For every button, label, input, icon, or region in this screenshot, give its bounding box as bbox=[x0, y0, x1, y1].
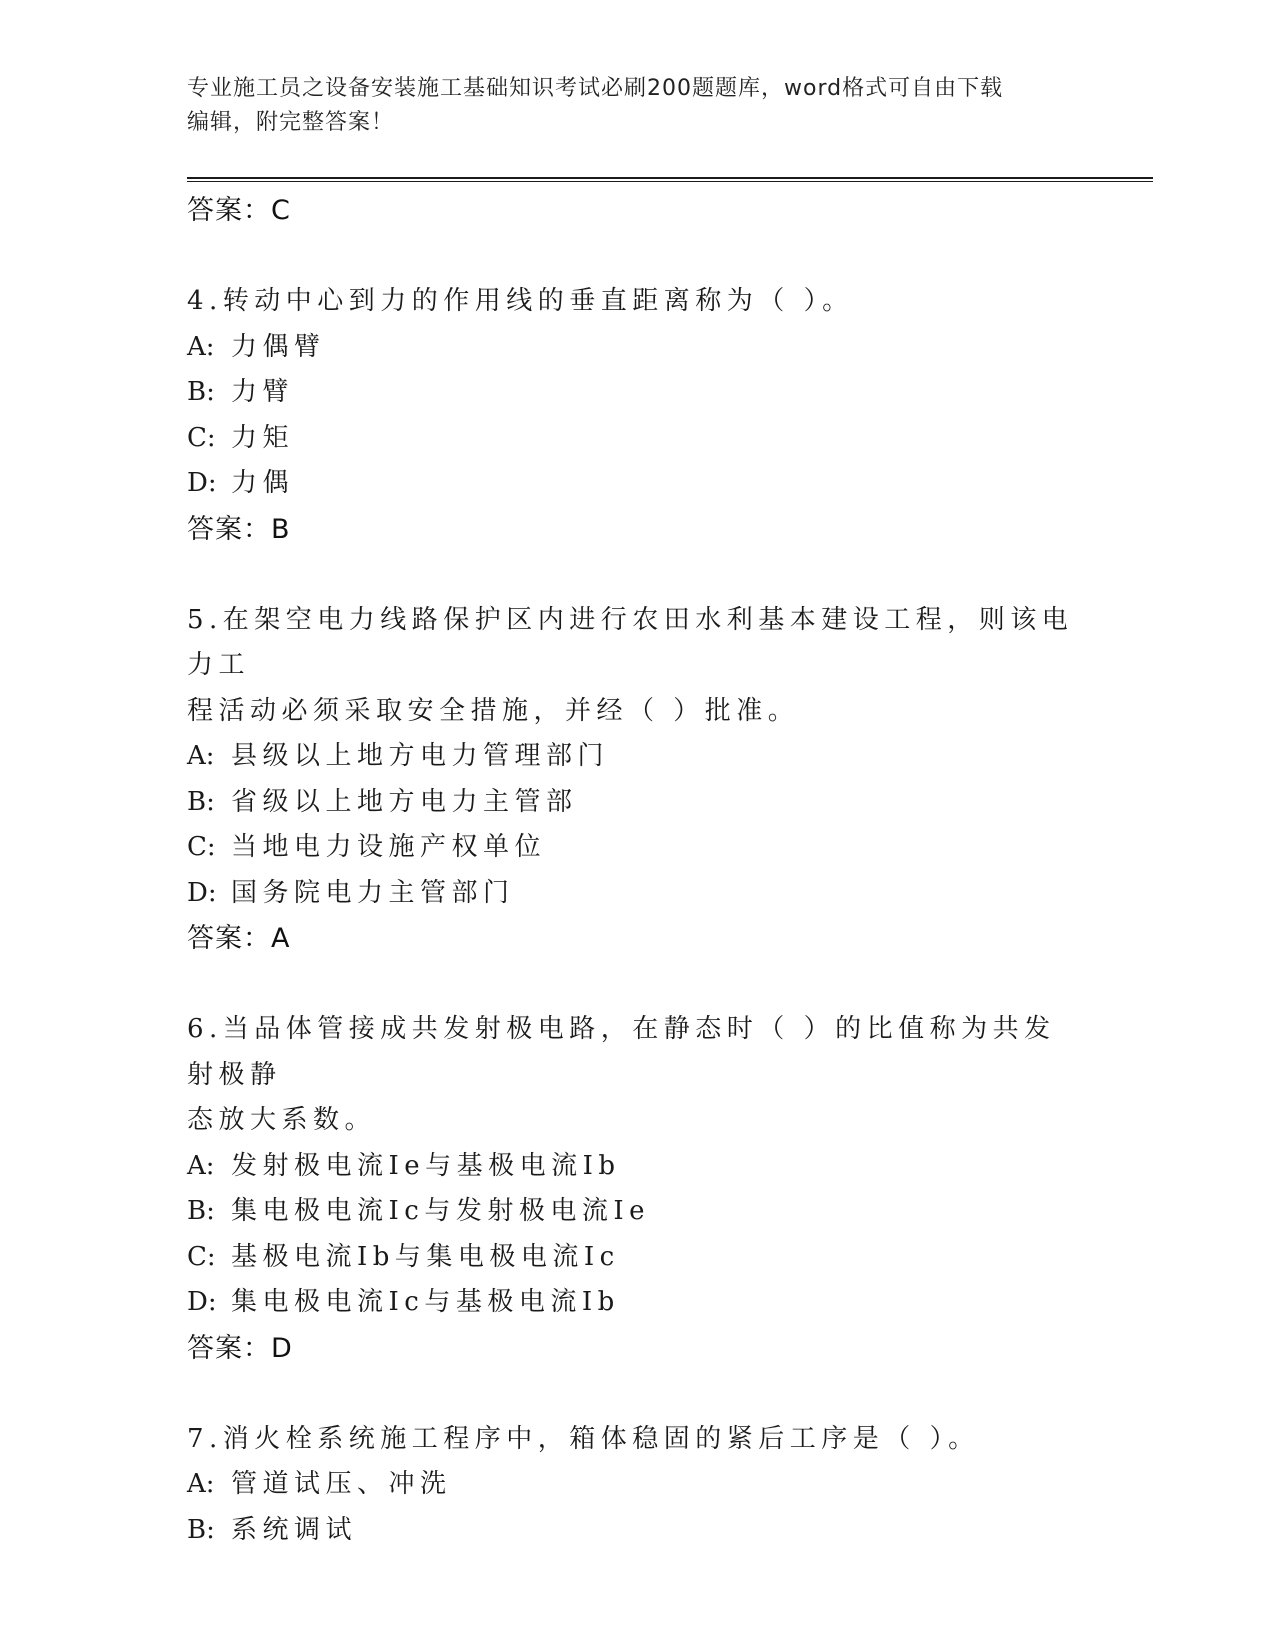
answer-value: B bbox=[271, 513, 291, 545]
answer-label: 答案： bbox=[187, 513, 271, 545]
option-key: D: bbox=[187, 468, 217, 498]
question-item bbox=[187, 1007, 1087, 1372]
answer-label: 答案： bbox=[187, 195, 271, 226]
answer-line bbox=[187, 916, 1087, 962]
option-key: C: bbox=[187, 422, 216, 453]
option-key: B: bbox=[187, 1514, 215, 1545]
option-item bbox=[187, 780, 1087, 826]
question-spacer bbox=[187, 234, 1087, 279]
option-text: 力矩 bbox=[231, 422, 295, 453]
question-stem-line: 7.消火栓系统施工程序中，箱体稳固的紧后工序是（ ）。 bbox=[187, 1423, 980, 1454]
header-line-1: 专业施工员之设备安装施工基础知识考试必刷200题题库，word格式可自由下载 bbox=[187, 76, 1004, 101]
question-stem-line: 态放大系数。 bbox=[187, 1105, 377, 1135]
option-item bbox=[187, 325, 1087, 371]
option-text: 系统调试 bbox=[231, 1514, 358, 1545]
option-text: 省级以上地方电力主管部 bbox=[231, 786, 578, 817]
option-key: C: bbox=[187, 1241, 216, 1272]
option-key: B: bbox=[187, 377, 215, 407]
option-item bbox=[187, 871, 1087, 917]
question-stem-line: 4.转动中心到力的作用线的垂直距离称为（ ）。 bbox=[187, 286, 854, 316]
answer-value: A bbox=[271, 923, 291, 954]
option-key: A: bbox=[187, 741, 215, 771]
option-item bbox=[187, 416, 1087, 462]
option-key: A: bbox=[187, 1469, 215, 1499]
option-text: 集电极电流Ic与基极电流Ib bbox=[231, 1287, 620, 1317]
option-item bbox=[187, 1280, 1087, 1326]
question-list bbox=[187, 188, 1087, 1553]
option-item bbox=[187, 370, 1087, 416]
answer-line bbox=[187, 1326, 1087, 1372]
question-spacer bbox=[187, 553, 1087, 598]
option-item bbox=[187, 825, 1087, 871]
option-key: D: bbox=[187, 1287, 217, 1317]
answer-line bbox=[187, 188, 1087, 234]
answer-line bbox=[187, 507, 1087, 553]
option-item bbox=[187, 1144, 1087, 1190]
option-key: D: bbox=[187, 877, 217, 908]
option-item bbox=[187, 734, 1087, 780]
option-text: 县级以上地方电力管理部门 bbox=[231, 741, 610, 771]
answer-label: 答案： bbox=[187, 1332, 271, 1364]
header-divider bbox=[187, 177, 1153, 182]
option-text: 基极电流Ib与集电极电流Ic bbox=[231, 1241, 620, 1272]
answer-value: D bbox=[271, 1332, 293, 1364]
question-spacer bbox=[187, 1372, 1087, 1417]
option-key: C: bbox=[187, 832, 216, 862]
option-key: A: bbox=[187, 331, 215, 362]
page-header bbox=[187, 72, 1087, 140]
option-text: 管道试压、冲洗 bbox=[231, 1469, 452, 1499]
header-line-2: 编辑，附完整答案！ bbox=[187, 110, 395, 135]
option-text: 集电极电流Ic与发射极电流Ie bbox=[231, 1196, 650, 1226]
answer-value: C bbox=[271, 195, 291, 226]
question-spacer bbox=[187, 962, 1087, 1007]
question-stem-line: 5.在架空电力线路保护区内进行农田水利基本建设工程，则该电力工 bbox=[187, 604, 1074, 680]
option-key: B: bbox=[187, 786, 215, 817]
option-text: 国务院电力主管部门 bbox=[231, 877, 515, 908]
question-stem-line: 6.当品体管接成共发射极电路，在静态时（ ）的比值称为共发射极静 bbox=[187, 1014, 1056, 1090]
option-text: 发射极电流Ie与基极电流Ib bbox=[231, 1150, 621, 1181]
option-key: B: bbox=[187, 1196, 215, 1226]
question-stem-line: 程活动必须采取安全措施，并经（ ）批准。 bbox=[187, 695, 800, 726]
option-text: 当地电力设施产权单位 bbox=[231, 832, 547, 862]
questions-container bbox=[187, 234, 1087, 1553]
answer-label: 答案： bbox=[187, 923, 271, 954]
option-item bbox=[187, 1189, 1087, 1235]
option-item bbox=[187, 1462, 1087, 1508]
question-item bbox=[187, 279, 1087, 553]
option-item bbox=[187, 461, 1087, 507]
option-text: 力偶臂 bbox=[231, 331, 326, 362]
option-item bbox=[187, 1235, 1087, 1281]
option-key: A: bbox=[187, 1150, 215, 1181]
question-item bbox=[187, 598, 1087, 963]
option-text: 力臂 bbox=[231, 377, 295, 407]
option-item bbox=[187, 1508, 1087, 1554]
option-text: 力偶 bbox=[231, 468, 295, 498]
question-item bbox=[187, 1417, 1087, 1554]
